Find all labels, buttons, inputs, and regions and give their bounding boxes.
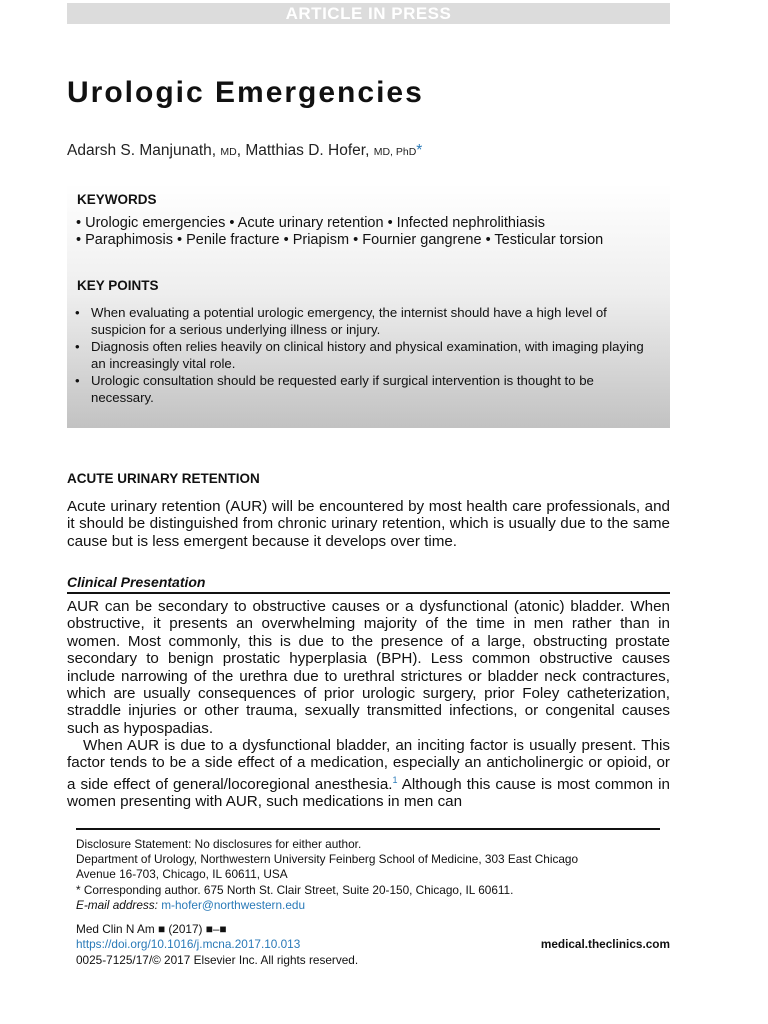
body-paragraph: AUR can be secondary to obstructive causes or a dysfunctional (atonic) bladder. When obstructive, it presents an overwhelming majority of the time in men rather than in women. Most commonly, this is due to the presence of a large, obstructing prostate secondary to benign prostatic hyperplasia (BPH). Less common obstructive causes include narrowing of the urethra due to urethral strictures or bladder neck contractures, which are usually consequences of prior urologic surgery, prior Foley catheterization, straddle injuries or other trauma, sexually transmitted infections, or congenital causes such as hypospadias. xyxy=(67,598,670,737)
email-link[interactable]: m-hofer@northwestern.edu xyxy=(161,898,306,912)
keywords-heading: KEYWORDS xyxy=(77,192,157,207)
paragraph-text: When AUR is due to a dysfunctional bladder, an inciting factor is usually present. This factor tends to be a side effect of a medication, especially an anticholinergic or opioid, or a side effect of general/locoregional anesthesia. xyxy=(67,737,670,793)
keywords-line: • Urologic emergencies • Acute urinary retention • Infected nephrolithiasis xyxy=(76,215,545,231)
subsection-heading: Clinical Presentation xyxy=(67,574,670,594)
author-name: Matthias D. Hofer, xyxy=(245,142,370,159)
key-points-heading: KEY POINTS xyxy=(77,278,159,293)
author-credentials: MD, PhD xyxy=(373,146,417,158)
keywords-keypoints-box xyxy=(67,184,670,428)
author-credentials: MD xyxy=(220,146,237,158)
section-heading: ACUTE URINARY RETENTION xyxy=(67,471,260,486)
key-point-text: Urologic consultation should be requested early if surgical intervention is thought to be necessary. xyxy=(91,373,594,405)
author-name: Adarsh S. Manjunath, xyxy=(67,142,217,159)
corresponding-author-link[interactable]: * xyxy=(416,142,423,159)
email-line xyxy=(76,898,676,913)
journal-citation: Med Clin N Am ■ (2017) ■–■ xyxy=(76,922,227,936)
bullet: • xyxy=(75,373,80,388)
disclosure-statement: Disclosure Statement: No disclosures for either author. xyxy=(76,837,362,851)
affiliation: Department of Urology, Northwestern University Feinberg School of Medicine, 303 East Chicago xyxy=(76,852,579,866)
key-point-text: When evaluating a potential urologic emergency, the internist should have a high level of suspicion for a serious underlying illness or injury. xyxy=(91,305,607,337)
body-paragraph xyxy=(67,737,670,811)
paragraph-text: Although this cause is most common in women presenting with AUR, such medications in men can xyxy=(67,775,670,811)
key-point-text: Diagnosis often relies heavily on clinical history and physical examination, with imaging playing an increasingly vital role. xyxy=(91,339,644,371)
copyright: 0025-7125/17/© 2017 Elsevier Inc. All rights reserved. xyxy=(76,953,359,967)
reference-link[interactable]: 1 xyxy=(392,774,398,785)
doi-link[interactable]: https://doi.org/10.1016/j.mcna.2017.10.013 xyxy=(76,937,301,951)
bullet: • xyxy=(75,339,80,354)
affiliation: Avenue 16-703, Chicago, IL 60611, USA xyxy=(76,867,288,881)
footnote-divider xyxy=(76,828,660,830)
key-point-item xyxy=(75,305,660,338)
journal-website[interactable]: medical.theclinics.com xyxy=(540,937,670,951)
key-point-item xyxy=(75,373,660,406)
email-label: E-mail address: xyxy=(76,898,158,912)
article-in-press-banner: ARTICLE IN PRESS xyxy=(67,3,670,24)
article-title: Urologic Emergencies xyxy=(67,76,424,109)
key-point-item xyxy=(75,339,660,372)
keywords-line: • Paraphimosis • Penile fracture • Priapism • Fournier gangrene • Testicular torsion xyxy=(76,232,604,248)
corresponding-author-note: * Corresponding author. 675 North St. Clair Street, Suite 20-150, Chicago, IL 60611. xyxy=(76,883,514,897)
intro-paragraph: Acute urinary retention (AUR) will be encountered by most health care professionals, and it should be distinguished from chronic urinary retention, which is usually due to the same cause but is less emergent because it develops over time. xyxy=(67,498,670,550)
bullet: • xyxy=(75,305,80,320)
author-line: Adarsh S. Manjunath, MD, Matthias D. Hofer, MD, PhD* xyxy=(67,142,423,159)
